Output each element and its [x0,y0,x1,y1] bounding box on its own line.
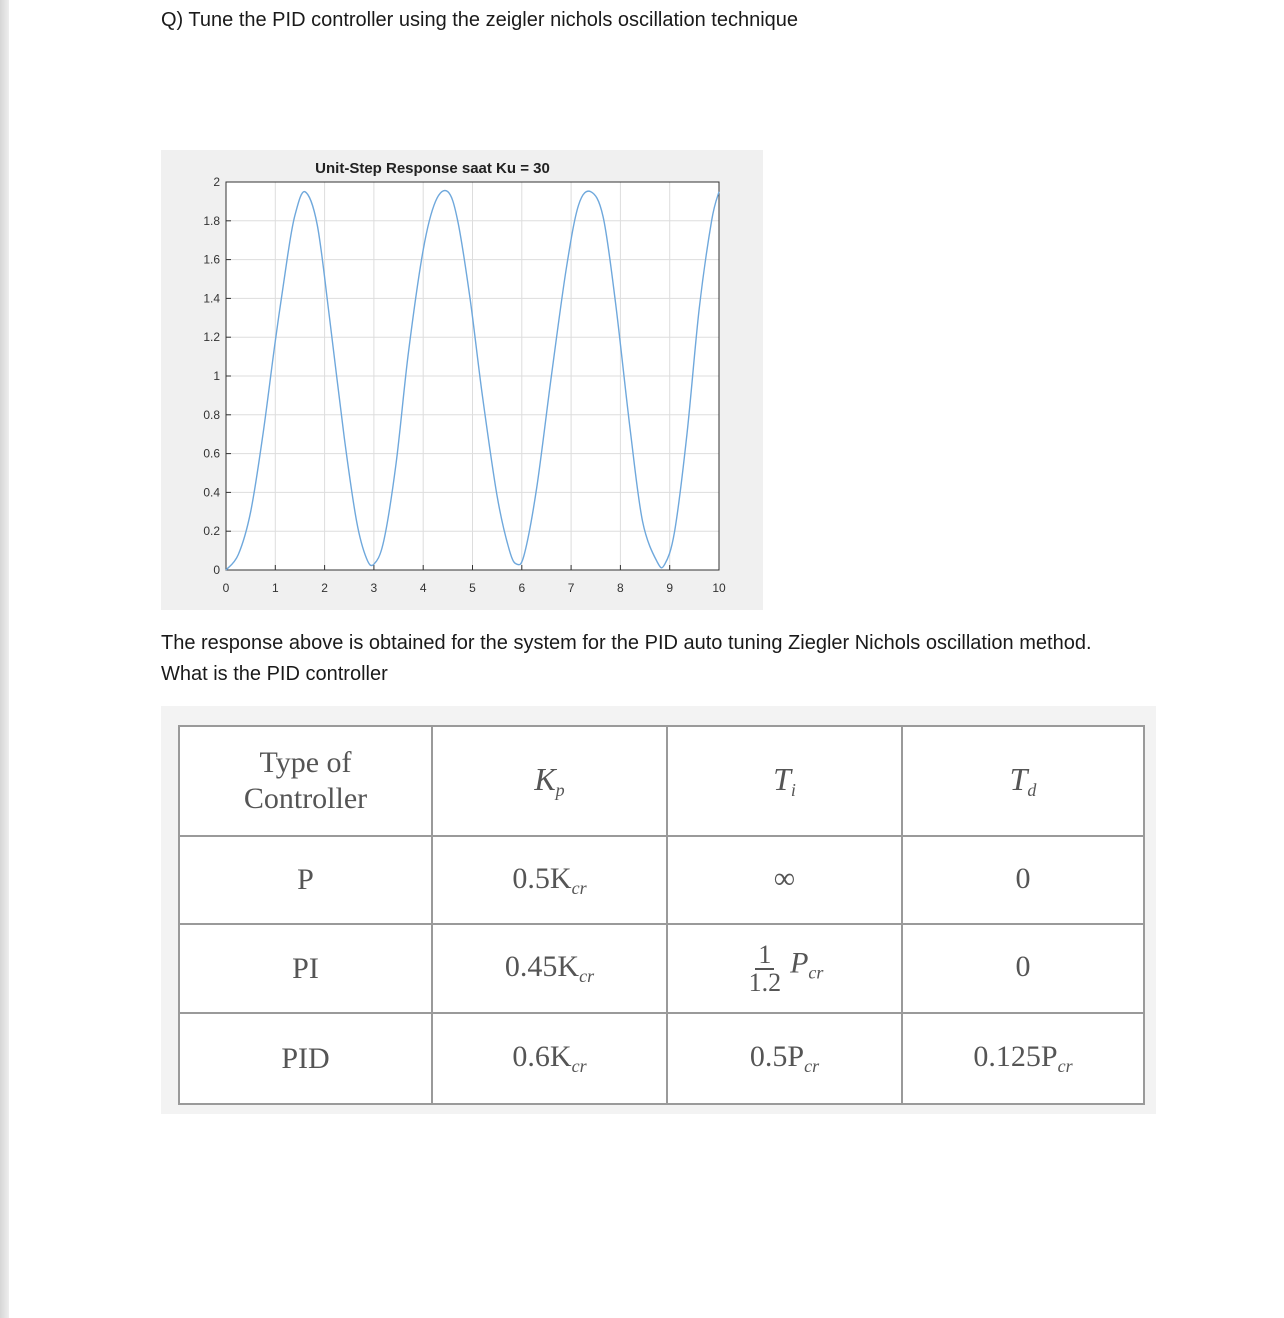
row-pi-kp [432,924,667,1013]
header-ti-subscript: i [790,780,796,800]
y-tick-label: 1.2 [203,330,220,345]
header-td [902,726,1144,836]
y-tick-label: 1 [213,369,220,383]
y-tick-label: 1.4 [203,291,220,306]
header-kp-subscript: p [555,780,565,800]
row-pid-ti-subscript: cr [804,1056,820,1076]
chart-title: Unit-Step Response saat Ku = 30 [315,160,550,177]
row-p-type-label: P [297,863,314,896]
x-tick-label: 4 [419,581,427,595]
row-pid-ti-value: 0.5P [749,1040,805,1073]
x-tick-label: 10 [712,581,726,595]
row-p-kp-subscript: cr [571,877,587,898]
row-pid-kp [432,1013,667,1104]
y-tick-label: 1.8 [203,213,220,228]
row-pi-kp-subscript: cr [579,966,595,986]
question-text: Q) Tune the PID controller using the zeigler nichols oscillation technique [161,9,799,31]
row-pid-kp-subscript: cr [571,1056,587,1076]
table-header-row [179,726,1144,836]
row-p-td [902,836,1144,924]
header-type-label: Type of Controller [243,746,368,815]
ziegler-nichols-table [178,725,1145,1105]
x-tick-label: 3 [370,581,378,595]
x-tick-label: 9 [666,581,674,595]
y-tick-label: 0.8 [203,407,220,422]
header-kp [432,726,667,836]
table-row [179,1013,1144,1104]
row-pi-ti-subscript: cr [808,962,824,983]
row-pid-td-subscript: cr [1057,1056,1073,1076]
row-pi-type-label: PI [292,951,319,985]
row-pi-type [179,924,432,1013]
tuning-table-image [161,706,1156,1114]
y-tick-label: 1.6 [203,252,220,267]
x-tick-label: 8 [617,581,624,595]
row-pid-td-value: 0.125P [973,1040,1058,1073]
row-p-type [179,836,432,924]
row-pi-ti-fraction [746,939,785,997]
step-response-figure [161,150,763,610]
header-kp-symbol: K [534,761,556,797]
problem-paragraph: The response above is obtained for the system for the PID auto tuning Ziegler Nichols oscillation method. What is the PID controller [161,632,1092,685]
table-row [179,836,1144,924]
y-tick-label: 0.4 [203,485,220,500]
fraction-denominator: 1.2 [748,967,782,997]
row-pi-ti-value: P [790,946,809,980]
x-tick-label: 1 [271,581,279,595]
y-tick-label: 2 [213,175,220,189]
header-ti [667,726,902,836]
row-p-kp-value: 0.5K [512,861,572,895]
row-p-td-value: 0 [1015,861,1031,895]
step-response-chart [161,150,763,610]
table-row [179,924,1144,1013]
row-pi-td-value: 0 [1015,950,1031,983]
header-type [179,726,432,836]
row-pi-kp-value: 0.45K [504,950,580,983]
x-tick-label: 5 [469,581,476,595]
row-p-kp [432,836,667,924]
row-pid-td [902,1013,1144,1104]
y-tick-label: 0 [213,563,220,577]
header-td-subscript: d [1027,780,1037,800]
row-p-ti [667,836,902,924]
y-tick-label: 0.6 [203,446,220,461]
row-pid-type [179,1013,432,1104]
row-pi-ti [667,924,902,1013]
row-pid-ti [667,1013,902,1104]
row-pid-kp-value: 0.6K [512,1040,572,1073]
x-tick-label: 0 [222,581,230,595]
row-pid-type-label: PID [281,1041,330,1075]
x-tick-label: 6 [518,581,526,595]
header-td-symbol: T [1009,761,1028,797]
x-tick-label: 7 [567,581,575,595]
page-edge-shadow [0,0,9,1318]
y-tick-label: 0.2 [203,524,220,539]
fraction-numerator: 1 [755,942,774,970]
header-ti-symbol: T [773,761,791,797]
x-tick-label: 2 [321,581,328,595]
row-pi-td [902,924,1144,1013]
row-p-ti-value: ∞ [773,861,796,895]
